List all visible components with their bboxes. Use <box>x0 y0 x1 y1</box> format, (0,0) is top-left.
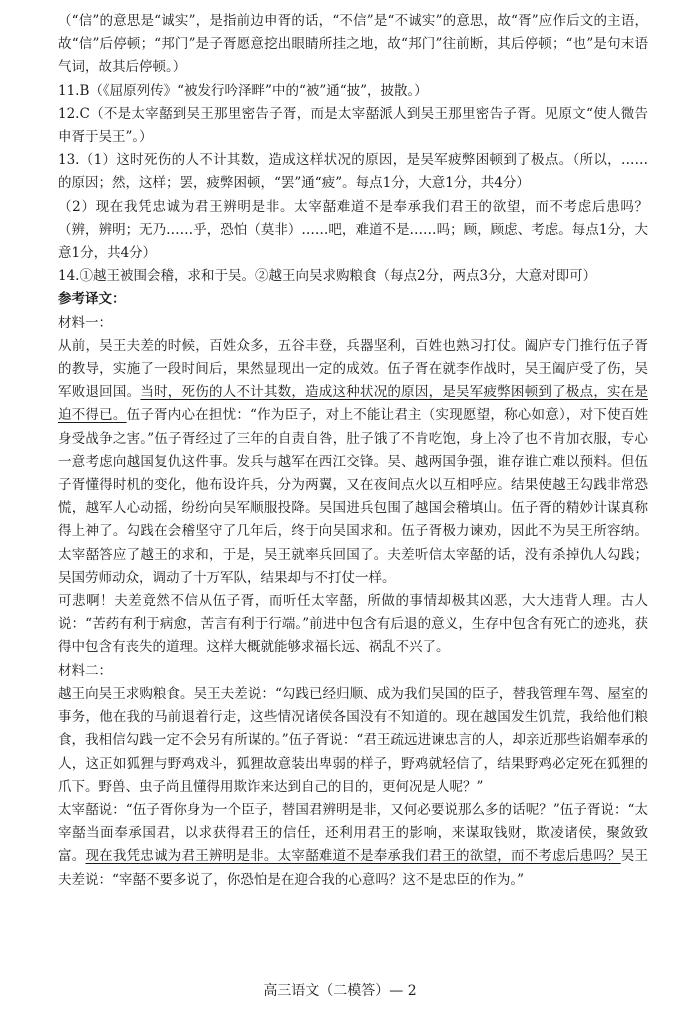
material-1-paragraph-1 <box>58 335 648 590</box>
m1-text-a: 从前，吴王夫差的时候，百姓众多，五谷丰登，兵器坚利，百姓也熟习打仗。阖庐专门推行伍子胥的教导，实施了一段时间后，果然显现出一定的成效。伍子胥在就李作战时，吴王阖庐受了伤，吴军败退回国。 <box>58 337 648 401</box>
material-2-paragraph-2 <box>58 799 648 892</box>
m1-text-b: 伍子胥内心在担忧：“作为臣子，对上不能让君主（实现愿望，称心如意），对下使百姓身受战争之害。”伍子胥经过了三年的自责自咎，肚子饿了不肯吃饱，身上冷了也不肯加衣服，专心一意考虑向越国复仇这件事。发兵与越军在西江交锋。吴、越两国争强，谁存谁亡难以预料。但伍子胥懂得时机的变化，他布设许兵，分为两翼，又在夜间点火以互相呼应。结果使越王勾践非常恐慌，越军人心动摇，纷纷向吴军顺服投降。吴国进兵包围了越国会稽填山。伍子胥的精妙计谋真称得上神了。勾践在会稽坚守了几年后，终于向吴国求和。伍子胥极力谏劝，因此不为吴王所容纳。太宰嚭答应了越王的求和，于是，吴王就率兵回国了。夫差听信太宰嚭的话，没有杀掉仇人勾践；吴国劳师动众，调动了十万军队，结果却与不打仗一样。 <box>58 407 649 586</box>
answer-11: 11.B（《屈原列传》“被发行吟泽畔”中的“被”通“披”，披散。） <box>58 82 428 99</box>
m2-text-b: 吴王夫差说：“宰嚭不要多说了，你恐怕是在迎合我的心意吗？这不是忠臣的作为。” <box>58 848 649 888</box>
answer-13-1: 13.（1）这时死伤的人不计其数，造成这样状况的原因，是吴军疲弊困顿到了极点。（所以，……的原因；然，这样；罢，疲弊困顿，“罢”通“疲”。每点1分，大意1分，共4分） <box>58 152 648 192</box>
m1-underlined-sentence: 当时，死伤的人不计其数，造成这种状况的原因，是吴军疲弊困顿到了极点，实在是迫不得已。 <box>58 384 649 424</box>
answer-13-2: （2）现在我凭忠诚为君王辨明是非。太宰嚭难道不是奉承我们君王的欲望，而不考虑后患吗？（辨，辨明；无乃……乎，恐怕（莫非）……吧，难道不是……吗；顾，顾虑、考虑。每点1分，大意1分，共4分） <box>58 198 648 262</box>
material-2-paragraph-1: 越王向吴王求购粮食。吴王夫差说：“勾践已经归顺、成为我们吴国的臣子，替我管理车驾、屋室的事务，他在我的马前退着行走，这些情况诸侯各国没有不知道的。现在越国发生饥荒，我给他们粮食，我相信勾践一定不会另有所谋的。”伍子胥说：“君王疏远进谏忠言的人，却亲近那些谄媚奉承的人，这正如狐狸与野鸡戏斗，狐狸故意装出卑弱的样子，野鸡就轻信了，结果野鸡必定死在狐狸的爪下。野兽、虫子尚且懂得用欺诈来达到自己的目的，更何况是人呢？” <box>58 685 648 795</box>
answer-10-explanation: （“信”的意思是“诚实”，是指前边申胥的话，“不信”是“不诚实”的意思，故“胥”应作后文的主语，故“信”后停顿；“邦门”是子胥愿意挖出眼睛所挂之地，故“邦门”往前断，其后停顿；“也”是句末语气词，故其后停顿。） <box>58 13 648 76</box>
m2-underlined-sentence: 现在我凭忠诚为君王辨明是非。太宰嚭难道不是奉承我们君王的欲望，而不考虑后患吗？ <box>85 848 621 865</box>
page-content <box>58 10 648 892</box>
page-footer: 高三语文（二模答）— 2 <box>263 983 417 999</box>
answer-14: 14.①越王被围会稽，求和于吴。②越王向吴求购粮食（每点2分，两点3分，大意对即可） <box>58 268 597 285</box>
translation-heading: 参考译文： <box>58 291 126 308</box>
material-2-label: 材料二： <box>58 662 112 679</box>
m2-text-a: 太宰嚭说：“伍子胥你身为一个臣子，替国君辨明是非，又何必要说那么多的话呢？”伍子胥说：“太宰嚭当面奉承国君，以求获得君王的信任，还利用君王的影响，来谋取钱财，欺凌诸侯，聚敛致富。 <box>58 801 648 865</box>
material-1-paragraph-2: 可悲啊！夫差竟然不信从伍子胥，而听任太宰嚭，所做的事情却极其凶恶，大大违背人理。古人说：“苦药有利于病愈，苦言有利于行端。”前进中包含有后退的意义，生存中包含有死亡的迹兆，获得中包含有丧失的道理。这样大概就能够求福长远、祸乱不兴了。 <box>58 593 648 656</box>
answer-12: 12.C（不是太宰嚭到吴王那里密告子胥，而是太宰嚭派人到吴王那里密告子胥。见原文“使人微告申胥于吴王”。） <box>58 105 648 146</box>
material-1-label: 材料一： <box>58 314 112 331</box>
